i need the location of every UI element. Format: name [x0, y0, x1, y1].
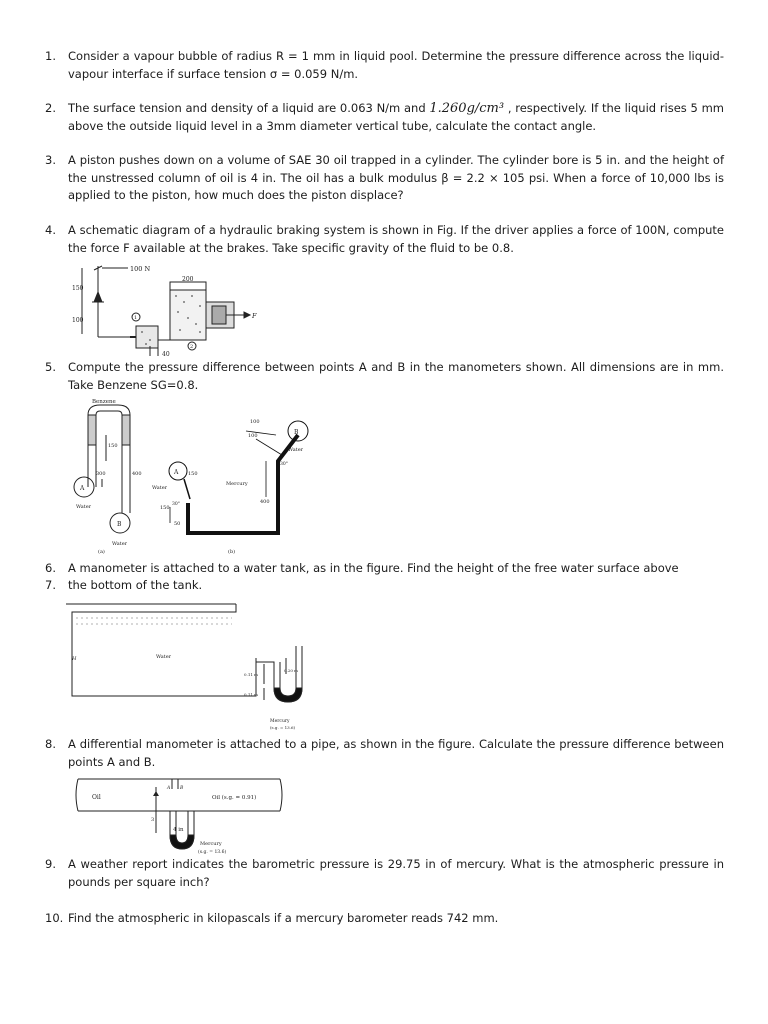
point-label: 1: [134, 315, 138, 321]
oil-label: Oil: [92, 794, 101, 801]
question-text: Consider a vapour bubble of radius R = 1 mm in liquid pool. Determine the pressure difference across the liquid-vapour interface if surface tension σ = 0.059 N/m.: [68, 49, 724, 81]
question-text-part: The surface tension and density of a liquid are 0.063 N/m and: [68, 101, 430, 115]
dim-label: 0.11 m: [244, 692, 258, 697]
benzene-label: Benzene: [92, 399, 116, 405]
angle-label: 30°: [280, 462, 288, 467]
question-text: Find the atmospheric in kilopascals if a mercury barometer reads 742 mm.: [68, 911, 499, 925]
dim-label: 4 in: [173, 827, 184, 833]
dim-label: 150: [72, 285, 84, 292]
specific-gravity-label: (s.g. = 13.6): [270, 725, 296, 730]
question-text: [68, 100, 724, 135]
force-label: 100 N: [130, 265, 151, 273]
point-a-label: A: [167, 786, 171, 791]
dim-label: 150: [160, 505, 170, 511]
question-text: Compute the pressure difference between points A and B in the manometers shown. All dimensions are in mm. Take Benzene SG=0.8.: [68, 360, 724, 392]
dim-label: 40: [162, 351, 170, 358]
question-number: 8.: [45, 737, 56, 751]
dim-label: 100: [72, 317, 84, 324]
dim-label: 100: [248, 433, 258, 439]
oil-sg-label: Oil (s.g. = 0.91): [212, 795, 257, 801]
point-label: 2: [190, 344, 194, 350]
question-number: 4.: [45, 223, 56, 237]
point-b-label: B: [117, 521, 122, 528]
question-number: 10.: [45, 911, 64, 925]
mercury-label: Mercury: [200, 841, 222, 847]
water-tank-figure: [66, 598, 316, 734]
dim-label: 400: [260, 499, 270, 505]
question-number: 1.: [45, 49, 56, 63]
water-label: Water: [152, 485, 168, 491]
question-text: A schematic diagram of a hydraulic braking system is shown in Fig. If the driver applies a force of 100N, compute the force F available at the brakes. Take specific gravity of the fluid to be 0.8.: [68, 223, 724, 255]
dim-label: 400: [132, 471, 142, 477]
water-label: Water: [288, 447, 304, 453]
dim-label: 300: [96, 471, 106, 477]
question-text: A piston pushes down on a volume of SAE 30 oil trapped in a cylinder. The cylinder bore is 5 in. and the height of the unstressed column of oil is 4 in. The oil has a bulk modulus β = 2.2 × 105 psi. When a force of 10,000 lbs is applied to the piston, how much does the piston displace?: [68, 153, 724, 202]
question-text: A manometer is attached to a water tank, as in the figure. Find the height of the free water surface above: [68, 561, 679, 575]
dim-label: 100: [250, 419, 260, 425]
question-number: 6.: [45, 561, 56, 575]
force-f-label: F: [252, 312, 257, 320]
question-number: 3.: [45, 153, 56, 167]
dim-label: 0.11 m: [244, 672, 258, 677]
point-a-label: A: [174, 469, 179, 476]
question-text: the bottom of the tank.: [68, 578, 203, 592]
dim-label: 50: [174, 521, 181, 527]
question-number: 9.: [45, 857, 56, 871]
mercury-label: Mercury: [226, 481, 248, 487]
height-label: H: [72, 656, 77, 662]
caption-b: (b): [228, 549, 236, 555]
question-number: 5.: [45, 360, 56, 374]
dim-label: 150: [188, 471, 198, 477]
point-b-label: B: [180, 786, 184, 791]
water-label: Water: [112, 541, 128, 547]
dim-label: 200: [182, 276, 194, 283]
water-label: Water: [156, 654, 172, 660]
question-text-part: , respectively. If the liquid rises 5 mm above the outside liquid level in a 3mm diameter vertical tube, calculate the contact angle.: [68, 101, 724, 133]
density-formula: 1.260g/cm³: [429, 101, 505, 116]
brake-system-figure: [70, 262, 270, 358]
question-number: 7.: [45, 578, 56, 592]
point-b-label: B: [294, 429, 299, 436]
question-number: 2.: [45, 101, 56, 115]
angle-label: 30°: [172, 502, 180, 507]
dim-label: 150: [108, 443, 118, 449]
dim-label: 0.20 m: [284, 668, 298, 673]
specific-gravity-label: (s.g. = 13.6): [198, 850, 227, 855]
manometers-figure: [70, 395, 320, 555]
question-text: A weather report indicates the barometric pressure is 29.75 in of mercury. What is the atmospheric pressure in pounds per square inch?: [68, 857, 724, 889]
point-a-label: A: [80, 485, 85, 492]
caption-a: (a): [98, 549, 105, 555]
question-text: A differential manometer is attached to a pipe, as shown in the figure. Calculate the pressure difference between points A and B.: [68, 737, 724, 769]
pipe-manometer-figure: [74, 775, 290, 857]
water-label: Water: [76, 504, 92, 510]
mercury-label: Mercury: [270, 719, 290, 724]
dim-label: 3: [151, 817, 155, 823]
